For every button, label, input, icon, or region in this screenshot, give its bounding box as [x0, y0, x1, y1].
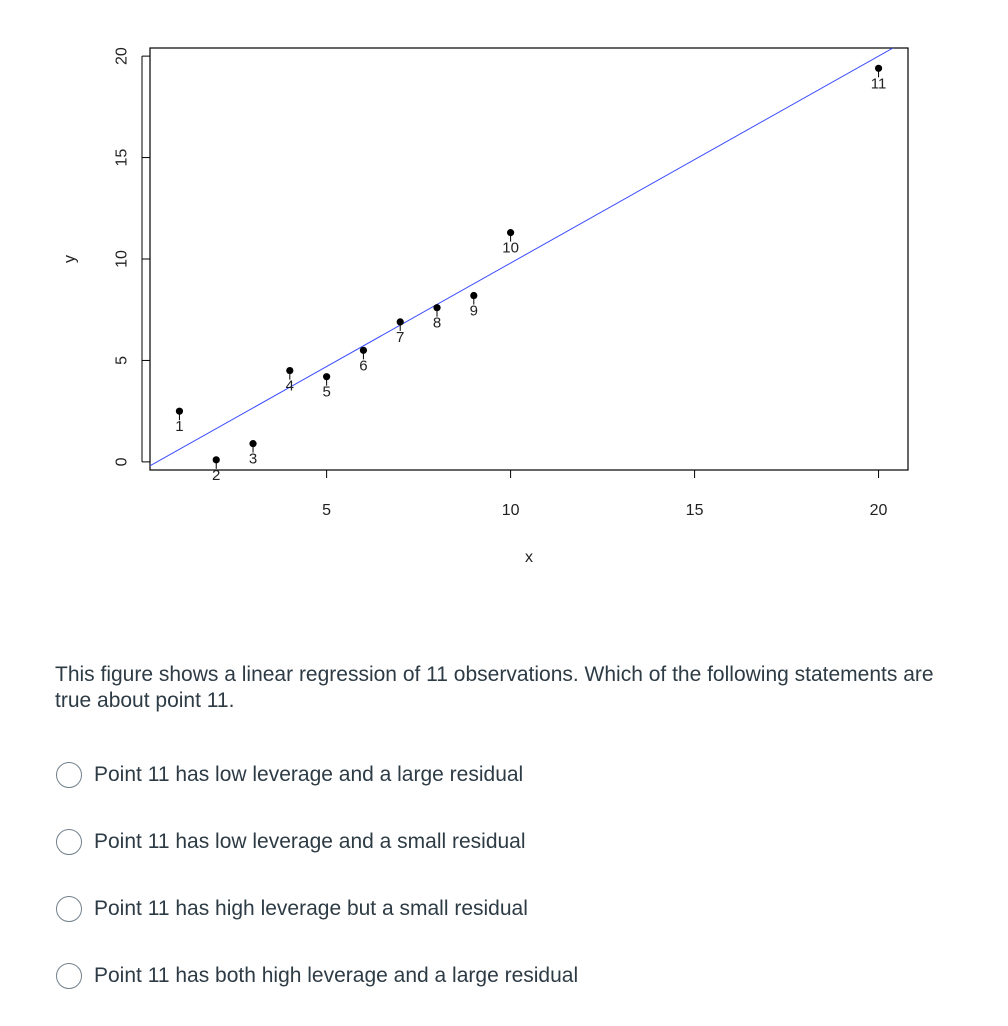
point-label-2: 2 [212, 466, 221, 484]
answer-options [56, 758, 956, 1026]
point-label-5: 5 [322, 383, 331, 401]
radio-button[interactable] [56, 829, 82, 855]
radio-button[interactable] [56, 963, 82, 989]
data-point-4 [286, 367, 293, 374]
x-tick-label: 20 [869, 502, 888, 519]
answer-option-2[interactable] [56, 825, 956, 859]
point-label-1: 1 [175, 418, 184, 436]
point-label-4: 4 [285, 377, 294, 395]
y-tick-label: 5 [113, 355, 131, 365]
data-point-2 [213, 456, 220, 463]
x-tick-label: 15 [685, 502, 704, 519]
point-label-10: 10 [502, 239, 519, 257]
data-point-3 [249, 440, 256, 447]
point-label-3: 3 [248, 450, 258, 468]
x-axis-title: x [525, 549, 533, 566]
data-point-1 [176, 408, 183, 415]
y-tick-label: 20 [113, 47, 131, 66]
y-axis-title: y [61, 255, 79, 263]
y-tick-label: 10 [113, 250, 131, 268]
data-point-11 [875, 65, 882, 72]
x-tick-label: 5 [322, 502, 332, 519]
answer-label: Point 11 has high leverage but a small residual [94, 897, 528, 920]
y-tick-label: 15 [113, 148, 131, 167]
data-point-8 [433, 304, 440, 311]
regression-line [150, 48, 893, 466]
data-point-5 [323, 373, 330, 380]
point-label-7: 7 [396, 328, 405, 346]
data-point-10 [507, 229, 514, 236]
answer-label: Point 11 has both high leverage and a large residual [94, 964, 579, 987]
point-label-6: 6 [359, 357, 368, 375]
data-point-6 [360, 347, 367, 354]
radio-button[interactable] [56, 762, 82, 788]
plot-frame [150, 48, 908, 470]
point-label-8: 8 [432, 314, 442, 332]
y-tick-label: 0 [113, 457, 131, 467]
point-label-11: 11 [870, 75, 887, 93]
answer-label: Point 11 has low leverage and a large residual [94, 763, 524, 786]
answer-option-3[interactable] [56, 892, 956, 926]
answer-label: Point 11 has low leverage and a small residual [94, 830, 526, 853]
radio-button[interactable] [56, 896, 82, 922]
answer-option-1[interactable] [56, 758, 956, 792]
data-point-7 [397, 318, 404, 325]
x-tick-label: 10 [501, 502, 520, 519]
data-point-9 [470, 292, 477, 299]
question-text: This figure shows a linear regression of 11 observations. Which of the following statements are true about point 11. [55, 663, 934, 712]
point-label-9: 9 [469, 302, 478, 320]
answer-option-4[interactable] [56, 959, 956, 993]
